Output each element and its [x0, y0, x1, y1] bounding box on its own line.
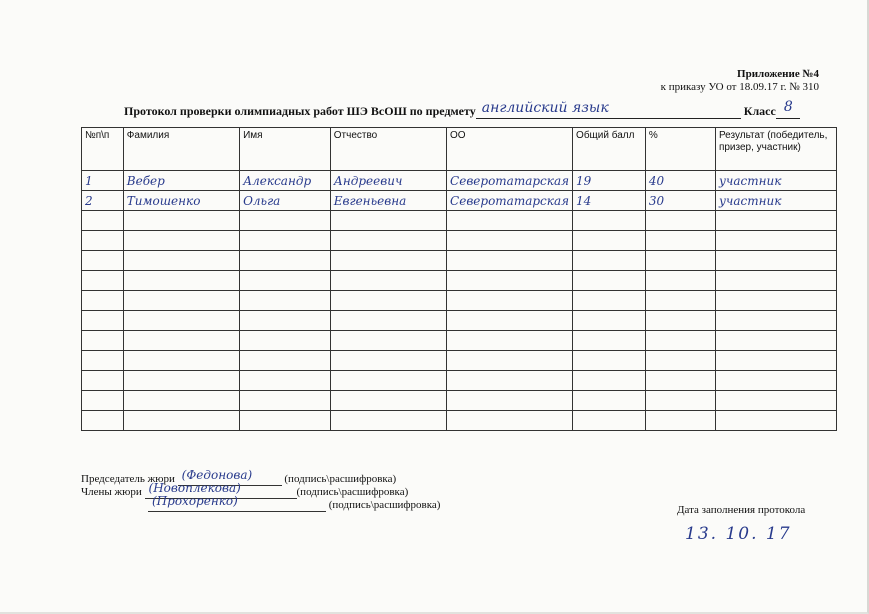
- member2-signature: (Прохоренко): [152, 494, 238, 508]
- cell-percent: [645, 271, 715, 291]
- cell-result: участник: [715, 171, 836, 191]
- cell-percent: [645, 311, 715, 331]
- cell-patronymic: [330, 251, 446, 271]
- cell-name: [240, 251, 331, 271]
- header-number: №п\п: [82, 128, 124, 171]
- cell-surname: [123, 411, 239, 431]
- cell-patronymic: [330, 231, 446, 251]
- table-row: [82, 411, 837, 431]
- cell-patronymic: [330, 391, 446, 411]
- cell-percent: [645, 231, 715, 251]
- cell-school: Северотатарская: [447, 171, 573, 191]
- cell-percent: [645, 371, 715, 391]
- cell-name: Александр: [240, 171, 331, 191]
- table-row: [82, 271, 837, 291]
- cell-school: [447, 211, 573, 231]
- cell-total-score: [573, 351, 646, 371]
- cell-percent: [645, 351, 715, 371]
- cell-name: [240, 371, 331, 391]
- cell-surname: [123, 391, 239, 411]
- header-school: ОО: [447, 128, 573, 171]
- cell-name: [240, 331, 331, 351]
- class-field: [776, 99, 800, 119]
- cell-percent: 40: [645, 171, 715, 191]
- class-handwritten: 8: [783, 99, 793, 115]
- table-row: [82, 251, 837, 271]
- member1-signature: (Новоплекова): [148, 481, 241, 495]
- cell-result: [715, 391, 836, 411]
- subject-field: [476, 100, 741, 119]
- appendix-title: Приложение №4: [737, 68, 819, 80]
- header-surname: Фамилия: [123, 128, 239, 171]
- cell-result: участник: [715, 191, 836, 211]
- results-table: [81, 127, 837, 431]
- cell-school: [447, 331, 573, 351]
- table-row: [82, 191, 837, 211]
- cell-name: [240, 291, 331, 311]
- cell-name: [240, 271, 331, 291]
- cell-total-score: 14: [573, 191, 646, 211]
- table-row: [82, 351, 837, 371]
- cell-school: [447, 371, 573, 391]
- table-row: [82, 291, 837, 311]
- cell-number: [82, 251, 124, 271]
- cell-number: [82, 271, 124, 291]
- cell-patronymic: Андреевич: [330, 171, 446, 191]
- cell-surname: [123, 271, 239, 291]
- cell-name: [240, 351, 331, 371]
- header-percent: %: [645, 128, 715, 171]
- appendix-order: к приказу УО от 18.09.17 г. № 310: [660, 81, 819, 93]
- cell-percent: [645, 411, 715, 431]
- cell-percent: [645, 251, 715, 271]
- header-name: Имя: [240, 128, 331, 171]
- cell-number: [82, 371, 124, 391]
- cell-result: [715, 251, 836, 271]
- member2-row: [81, 494, 441, 512]
- member2-signature-field: [148, 494, 326, 512]
- table-header-row: [82, 128, 837, 171]
- table-row: [82, 171, 837, 191]
- cell-percent: [645, 331, 715, 351]
- cell-patronymic: [330, 331, 446, 351]
- cell-result: [715, 231, 836, 251]
- cell-patronymic: [330, 371, 446, 391]
- cell-number: [82, 351, 124, 371]
- cell-total-score: 19: [573, 171, 646, 191]
- protocol-title-line: [124, 99, 800, 119]
- cell-total-score: [573, 331, 646, 351]
- cell-total-score: [573, 271, 646, 291]
- cell-school: [447, 271, 573, 291]
- cell-surname: [123, 211, 239, 231]
- cell-number: [82, 231, 124, 251]
- members-label: Члены жюри: [81, 486, 142, 498]
- cell-patronymic: [330, 311, 446, 331]
- cell-surname: [123, 291, 239, 311]
- cell-patronymic: Евгеньевна: [330, 191, 446, 211]
- cell-school: [447, 291, 573, 311]
- cell-patronymic: [330, 271, 446, 291]
- cell-patronymic: [330, 291, 446, 311]
- date-label: Дата заполнения протокола: [677, 504, 806, 516]
- cell-percent: [645, 291, 715, 311]
- member1-row: [81, 481, 440, 499]
- cell-number: [82, 391, 124, 411]
- cell-total-score: [573, 311, 646, 331]
- member2-caption: (подпись\расшифровка): [328, 499, 441, 511]
- member1-caption: (подпись\расшифровка): [296, 486, 409, 498]
- chair-row: [81, 468, 440, 486]
- table-row: [82, 231, 837, 251]
- cell-school: [447, 311, 573, 331]
- cell-patronymic: [330, 351, 446, 371]
- header-total-score: Общий балл: [573, 128, 646, 171]
- cell-total-score: [573, 251, 646, 271]
- table-body: [82, 171, 837, 431]
- cell-total-score: [573, 391, 646, 411]
- chair-label: Председатель жюри: [81, 473, 175, 485]
- cell-surname: [123, 311, 239, 331]
- protocol-title: Протокол проверки олимпиадных работ ШЭ ВсОШ по предмету: [124, 104, 476, 118]
- cell-result: [715, 211, 836, 231]
- cell-number: [82, 211, 124, 231]
- cell-result: [715, 291, 836, 311]
- cell-number: 1: [82, 171, 124, 191]
- cell-name: [240, 391, 331, 411]
- cell-surname: Вебер: [123, 171, 239, 191]
- cell-total-score: [573, 231, 646, 251]
- table-row: [82, 211, 837, 231]
- cell-percent: 30: [645, 191, 715, 211]
- cell-percent: [645, 211, 715, 231]
- cell-result: [715, 331, 836, 351]
- cell-total-score: [573, 371, 646, 391]
- cell-school: [447, 391, 573, 411]
- class-label: Класс: [743, 104, 776, 118]
- cell-name: [240, 411, 331, 431]
- cell-school: [447, 411, 573, 431]
- cell-result: [715, 371, 836, 391]
- table-row: [82, 311, 837, 331]
- cell-number: 2: [82, 191, 124, 211]
- cell-school: [447, 351, 573, 371]
- subject-handwritten: английский язык: [481, 100, 609, 116]
- cell-result: [715, 311, 836, 331]
- table-row: [82, 391, 837, 411]
- chair-signature: (Федонова): [181, 468, 253, 482]
- cell-percent: [645, 391, 715, 411]
- cell-surname: [123, 331, 239, 351]
- date-handwritten: 13. 10. 17: [685, 524, 792, 544]
- cell-total-score: [573, 211, 646, 231]
- cell-patronymic: [330, 211, 446, 231]
- signature-block: [81, 468, 441, 512]
- cell-total-score: [573, 411, 646, 431]
- cell-result: [715, 411, 836, 431]
- cell-name: [240, 231, 331, 251]
- cell-number: [82, 311, 124, 331]
- cell-surname: Тимошенко: [123, 191, 239, 211]
- cell-name: [240, 311, 331, 331]
- cell-school: Северотатарская: [447, 191, 573, 211]
- appendix-header: [661, 68, 819, 94]
- table-row: [82, 331, 837, 351]
- header-patronymic: Отчество: [330, 128, 446, 171]
- cell-patronymic: [330, 411, 446, 431]
- cell-surname: [123, 231, 239, 251]
- cell-school: [447, 231, 573, 251]
- table-row: [82, 371, 837, 391]
- cell-name: Ольга: [240, 191, 331, 211]
- cell-school: [447, 251, 573, 271]
- header-result: Результат (победитель, призер, участник): [715, 128, 836, 171]
- cell-surname: [123, 251, 239, 271]
- cell-number: [82, 331, 124, 351]
- cell-name: [240, 211, 331, 231]
- cell-result: [715, 351, 836, 371]
- cell-number: [82, 291, 124, 311]
- cell-total-score: [573, 291, 646, 311]
- cell-surname: [123, 351, 239, 371]
- cell-number: [82, 411, 124, 431]
- cell-surname: [123, 371, 239, 391]
- chair-caption: (подпись\расшифровка): [284, 473, 397, 485]
- cell-result: [715, 271, 836, 291]
